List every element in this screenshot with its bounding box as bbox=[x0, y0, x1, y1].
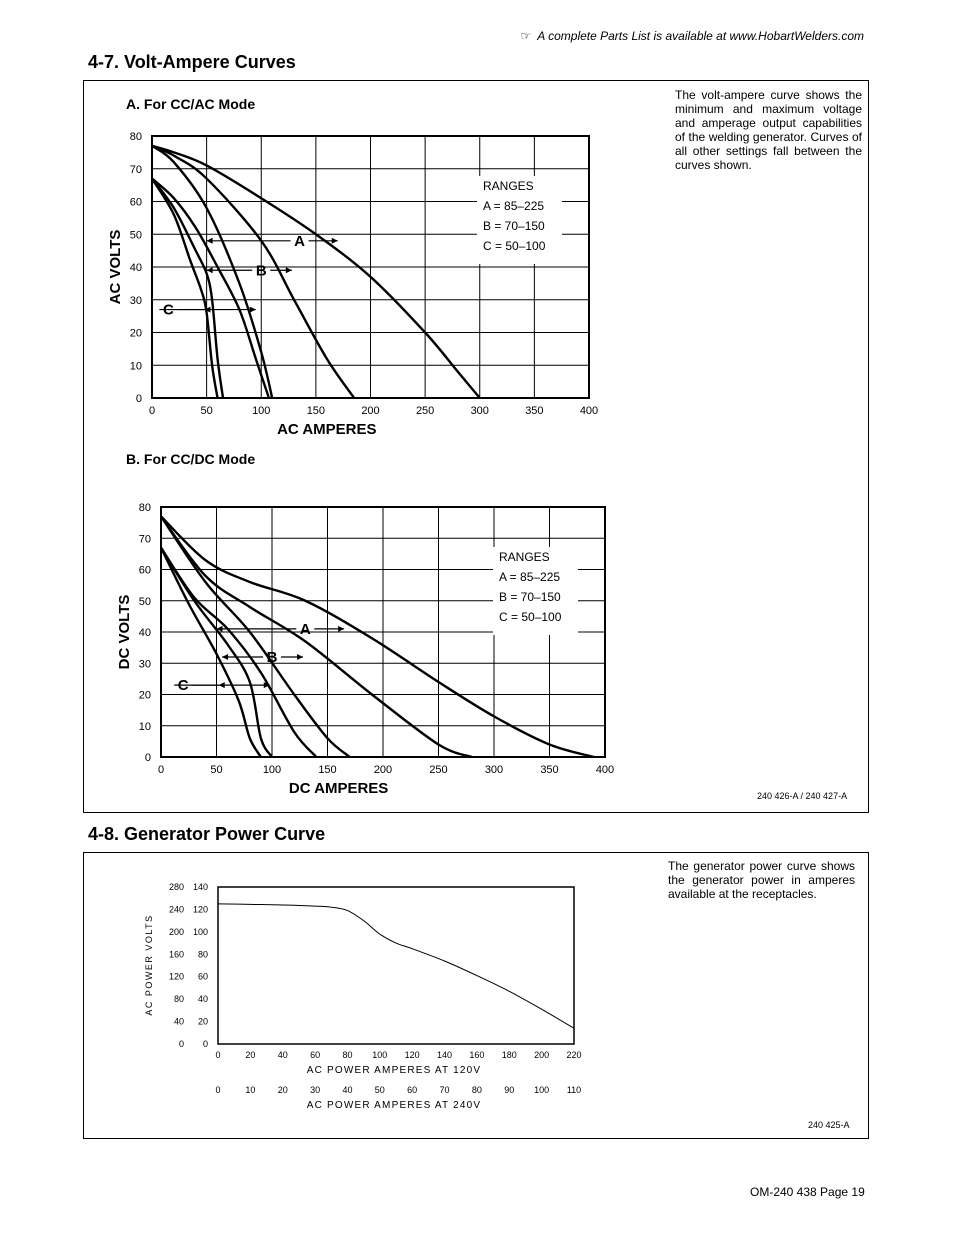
gen-x-tick-label-240v: 90 bbox=[504, 1085, 515, 1095]
gen-y-tick-label: 80 bbox=[197, 949, 208, 960]
gen-y-tick-label: 120 bbox=[192, 904, 208, 915]
ac-x-tick-label: 250 bbox=[415, 405, 435, 417]
ac-legend-heading: RANGES bbox=[483, 179, 534, 193]
dc-y-tick-label: 0 bbox=[144, 752, 151, 764]
dc-y-tick-label: 20 bbox=[138, 689, 151, 702]
ac-x-tick-label: 50 bbox=[200, 405, 213, 417]
gen-y-tick-label-volts: 80 bbox=[173, 994, 184, 1005]
gen-x-tick-label-240v: 60 bbox=[407, 1085, 418, 1095]
gen-y-tick-label: 60 bbox=[197, 971, 208, 982]
generator-power-figure-code: 240 425-A bbox=[808, 1120, 850, 1130]
gen-x-tick-label-240v: 100 bbox=[534, 1085, 550, 1095]
ac-y-tick-label: 50 bbox=[129, 229, 142, 242]
dc-y-tick-label: 50 bbox=[138, 595, 151, 608]
ac-curve bbox=[152, 146, 354, 398]
gen-x-tick-label-120v: 120 bbox=[404, 1050, 420, 1060]
dc-range-label-a: A bbox=[299, 620, 311, 638]
dc-range-label-b: B bbox=[266, 649, 278, 666]
ac-x-tick-label: 350 bbox=[525, 405, 544, 417]
ac-legend-item: C = 50–100 bbox=[483, 239, 546, 253]
ac-arrow-head bbox=[207, 267, 213, 273]
dc-x-tick-label: 350 bbox=[540, 764, 559, 776]
volt-ampere-figure-code: 240 426-A / 240 427-A bbox=[757, 791, 848, 801]
ac-legend-item: B = 70–150 bbox=[483, 219, 545, 233]
gen-y-tick-label-volts: 40 bbox=[173, 1016, 184, 1027]
dc-x-tick-label: 150 bbox=[318, 764, 337, 776]
gen-y-tick-label-volts: 280 bbox=[168, 882, 184, 892]
dc-legend-item: B = 70–150 bbox=[499, 590, 561, 604]
parts-list-note bbox=[520, 29, 864, 43]
ac-x-tick-label: 200 bbox=[361, 405, 380, 417]
ac-x-tick-label: 100 bbox=[252, 405, 271, 417]
dc-arrow-head bbox=[297, 654, 303, 660]
gen-x-tick-label-240v: 10 bbox=[245, 1085, 256, 1095]
gen-y-tick-label: 100 bbox=[192, 926, 208, 937]
gen-x-axis-label-120v: AC POWER AMPERES AT 120V bbox=[306, 1065, 482, 1076]
gen-x-tick-label-240v: 30 bbox=[310, 1085, 321, 1095]
gen-x-tick-label-120v: 80 bbox=[342, 1050, 353, 1060]
gen-x-tick-label-240v: 20 bbox=[277, 1085, 288, 1095]
ac-arrow-head bbox=[250, 307, 256, 313]
gen-y-tick-label: 40 bbox=[197, 994, 208, 1005]
gen-x-tick-label-120v: 160 bbox=[469, 1050, 485, 1060]
ac-x-tick-label: 300 bbox=[470, 405, 489, 417]
gen-x-tick-label-240v: 110 bbox=[566, 1085, 582, 1095]
ac-y-tick-label: 30 bbox=[129, 294, 142, 307]
generator-power-chart bbox=[130, 875, 600, 1120]
gen-x-tick-label-240v: 80 bbox=[471, 1085, 482, 1095]
dc-arrow-head bbox=[222, 654, 228, 660]
gen-y-tick-label-volts: 240 bbox=[168, 904, 184, 915]
dc-x-tick-label: 200 bbox=[373, 764, 393, 776]
gen-x-tick-label-120v: 200 bbox=[534, 1050, 550, 1060]
dc-range-label-c: C bbox=[177, 677, 189, 695]
ac-x-tick-label: 400 bbox=[579, 405, 599, 417]
gen-x-tick-label-120v: 140 bbox=[437, 1050, 453, 1060]
chart-ac-title: A. For CC/AC Mode bbox=[126, 96, 256, 112]
ac-y-tick-label: 60 bbox=[129, 196, 142, 209]
gen-y-tick-label: 140 bbox=[192, 882, 208, 892]
dc-legend-item: C = 50–100 bbox=[499, 610, 562, 624]
dc-legend-heading: RANGES bbox=[499, 550, 550, 564]
gen-y-tick-label-volts: 0 bbox=[178, 1039, 184, 1049]
parts-list-text: A complete Parts List is available at www.HobartWelders.com bbox=[537, 29, 864, 43]
page-footer: OM-240 438 Page 19 bbox=[750, 1185, 865, 1199]
ac-volt-ampere-chart bbox=[95, 125, 625, 445]
gen-y-tick-label-volts: 120 bbox=[168, 971, 184, 982]
gen-x-tick-label-120v: 0 bbox=[215, 1050, 221, 1060]
gen-y-tick-label-volts: 160 bbox=[168, 949, 184, 960]
gen-x-tick-label-120v: 40 bbox=[277, 1050, 288, 1060]
ac-x-axis-label: AC AMPERES bbox=[277, 421, 377, 438]
gen-x-tick-label-240v: 50 bbox=[374, 1085, 385, 1095]
gen-x-axis-label-240v: AC POWER AMPERES AT 240V bbox=[306, 1100, 482, 1111]
dc-y-tick-label: 70 bbox=[138, 533, 151, 546]
gen-x-tick-label-240v: 70 bbox=[439, 1085, 450, 1095]
generator-power-description: The generator power curve shows the generator power in amperes available at the receptacles. bbox=[668, 859, 855, 901]
dc-y-tick-label: 80 bbox=[138, 502, 151, 514]
dc-y-tick-label: 10 bbox=[138, 720, 151, 733]
ac-arrow-head bbox=[332, 238, 338, 244]
gen-x-tick-label-120v: 60 bbox=[310, 1050, 321, 1060]
ac-arrow-head bbox=[207, 238, 213, 244]
gen-x-tick-label-240v: 0 bbox=[215, 1085, 221, 1095]
dc-legend-item: A = 85–225 bbox=[499, 570, 561, 584]
ac-y-tick-label: 80 bbox=[129, 131, 142, 143]
dc-x-axis-label: DC AMPERES bbox=[288, 780, 389, 797]
pointing-hand-icon: ☞ bbox=[520, 29, 532, 43]
dc-y-tick-label: 40 bbox=[138, 627, 151, 639]
dc-arrow-head bbox=[338, 626, 344, 632]
gen-x-tick-label-240v: 40 bbox=[342, 1085, 353, 1095]
ac-y-axis-label: AC VOLTS bbox=[107, 229, 124, 305]
dc-y-tick-label: 30 bbox=[138, 658, 151, 671]
gen-power-curve bbox=[218, 904, 574, 1028]
ac-y-tick-label: 0 bbox=[135, 393, 142, 405]
gen-plot-frame bbox=[218, 887, 574, 1044]
dc-y-axis-label: DC VOLTS bbox=[116, 594, 133, 670]
dc-x-tick-label: 400 bbox=[595, 764, 615, 776]
dc-curve bbox=[161, 516, 350, 757]
ac-y-tick-label: 10 bbox=[129, 360, 142, 373]
ac-range-label-a: A bbox=[294, 232, 305, 250]
section-48-title: 4-8. Generator Power Curve bbox=[88, 824, 326, 844]
ac-x-tick-label: 150 bbox=[306, 405, 326, 417]
ac-y-tick-label: 70 bbox=[129, 163, 142, 176]
ac-range-label-c: C bbox=[162, 301, 174, 319]
section-47-title: 4-7. Volt-Ampere Curves bbox=[88, 52, 296, 72]
gen-x-tick-label-120v: 180 bbox=[501, 1050, 517, 1060]
gen-y-tick-label: 20 bbox=[197, 1016, 208, 1027]
chart-dc-title: B. For CC/DC Mode bbox=[126, 451, 256, 467]
gen-x-tick-label-120v: 20 bbox=[245, 1050, 256, 1060]
dc-x-tick-label: 100 bbox=[262, 764, 282, 776]
dc-x-tick-label: 0 bbox=[157, 764, 165, 776]
volt-ampere-description: The volt-ampere curve shows the minimum and maximum voltage and amperage output capabilities of the welding generator. Curves of all other settings fall between the curves shown. bbox=[675, 88, 862, 172]
gen-y-tick-label-volts: 200 bbox=[168, 926, 184, 937]
dc-volt-ampere-chart bbox=[95, 495, 625, 810]
ac-legend-item: A = 85–225 bbox=[483, 199, 545, 213]
gen-x-tick-label-120v: 220 bbox=[566, 1050, 582, 1060]
gen-x-tick-label-120v: 100 bbox=[372, 1050, 388, 1060]
ac-arrow-head bbox=[286, 267, 292, 273]
dc-x-tick-label: 50 bbox=[210, 764, 223, 776]
dc-x-tick-label: 300 bbox=[484, 764, 504, 776]
ac-y-tick-label: 20 bbox=[129, 327, 142, 340]
ac-range-label-b: B bbox=[255, 262, 267, 280]
gen-y-tick-label: 0 bbox=[202, 1039, 208, 1049]
ac-y-tick-label: 40 bbox=[129, 262, 142, 274]
dc-x-tick-label: 250 bbox=[429, 764, 448, 776]
ac-x-tick-label: 0 bbox=[148, 405, 156, 417]
gen-y-axis-label: AC POWER VOLTS bbox=[144, 914, 154, 1016]
dc-y-tick-label: 60 bbox=[138, 564, 151, 577]
